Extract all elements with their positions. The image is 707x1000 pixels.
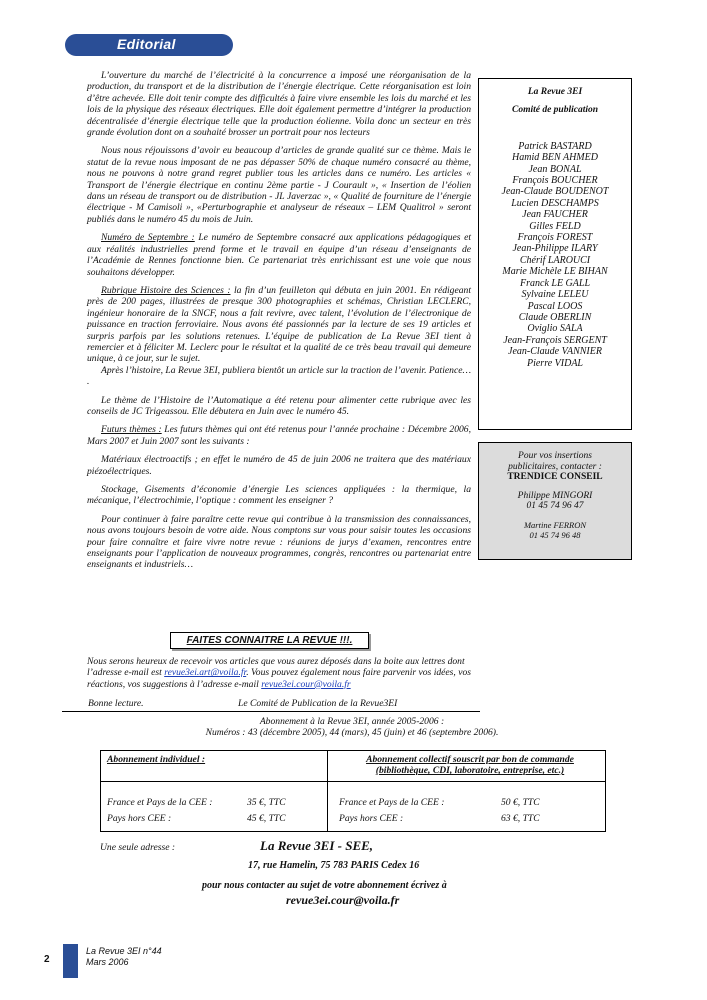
ad-line-1: Pour vos insertions — [518, 451, 592, 461]
row-label: France et Pays de la CEE : — [339, 797, 445, 808]
history-text: la fin d’un feuilleton qui débuta en juin 2001. En rédigeant près de 200 pages, illustrées de presque 300 photographies et schémas, Christian LECLERC, ingénieur honoraire de la SNCF, nous a fait revivre, avec talent, l’évolution de l’électronique de puissance en traction ferroviaire. Nous avons été passionnés par la lecture de ses 19 articles et surpris parfois par les solutions retenues. L’équipe de publication de La Revue 3EI tient à remercier et à féliciter M. Leclerc pour le résultat et la qualité de ce très beau travail qui demeure unique, à ce jour, sur le sujet. — [87, 284, 471, 365]
footer-journal: La Revue 3EI n°44 — [86, 946, 162, 956]
individual-header: Abonnement individuel : — [107, 754, 206, 765]
committee-member: Pierre VIDAL — [526, 357, 583, 369]
footer-date: Mars 2006 — [86, 957, 129, 967]
ad-company: TRENDICE CONSEIL — [507, 472, 603, 482]
paragraph-continuer: Pour continuer à faire paraître cette revue qui contribue à la transmission des connaissances, nous avons toujours besoin de votre aide. Nous comptons sur vous pour saisir toutes les occasions pour faire connaître et faire vivre notre revue : réunions de jurys d’examen, rencontres entre enseignants pour l’application de nouveaux programmes, congrès, rencontres ou partenariat entre enseignants et industriels… — [87, 513, 471, 571]
address-email[interactable]: revue3ei.cour@voila.fr — [286, 893, 400, 907]
paragraph-stockage: Stockage, Gisements d’économie d’énergie Les sciences appliquées : la thermique, la mécanique, l’électrochimie, l’optique : comment les enseigner ? — [87, 484, 471, 507]
ad-contact-1-name: Philippe MINGORI — [517, 490, 593, 501]
committee-member: Oviglio SALA — [527, 323, 583, 335]
signature-row — [62, 698, 480, 712]
editorial-body — [87, 70, 471, 578]
committee-member: Jean-Claude VANNIER — [508, 346, 602, 358]
paragraph-futurs — [87, 424, 471, 447]
bonne-lecture: Bonne lecture. — [88, 698, 144, 709]
committee-member: François FOREST — [517, 232, 593, 244]
closing-text-2: . Vous pouvez également nous faire parvenir vos idées, vos réactions, vos suggestions à l’adresse e-mail — [87, 667, 471, 690]
paragraph-articles: Nous nous réjouissons d’avoir eu beaucoup d’articles de grande qualité sur ce thème. Mais le statut de la revue nous imposant de ne pas dépasser 50% de chaque numéro consacré au thème, nous ne pouvons à notre grand regret publier tous les articles dans ce numéro. Les articles « Transport de l’énergie électrique en continu 2ème partie - J Courault », « Insertion de l’éolien dans un réseau de transport ou de distribution - JL Javerzac », « Qualité de fourniture de l’énergie électrique - M Camisoli », «Perturbographie et analyseur de réseaux – LEM Qualitrol » seront publiés dans le numéro 45 du mois de Juin. — [87, 145, 471, 225]
address-street: 17, rue Hamelin, 75 783 PARIS Cedex 16 — [248, 860, 420, 871]
banner-cap — [65, 34, 95, 56]
september-label: Numéro de Septembre : — [101, 232, 195, 244]
subscription-table — [100, 750, 606, 832]
signature: Le Comité de Publication de la Revue3EI — [238, 698, 398, 709]
committee-member: Jean FAUCHER — [522, 209, 588, 221]
committee-member: Jean-Claude BOUDENOT — [501, 186, 609, 198]
committee-member: Jean-Philippe ILARY — [512, 243, 598, 255]
ad-contact-2-phone: 01 45 74 96 48 — [529, 530, 581, 540]
collective-header-line-2: (bibliothèque, CDI, laboratoire, entreprise, etc.) — [375, 765, 565, 776]
paragraph-patience: Après l’histoire, La Revue 3EI, publiera bientôt un article sur la traction de l’avenir. Patience… . — [87, 364, 471, 388]
row-label: France et Pays de la CEE : — [107, 797, 213, 808]
committee-member: François BOUCHER — [512, 175, 598, 187]
ad-contact-1-phone: 01 45 74 96 47 — [526, 501, 584, 511]
futurs-label: Futurs thèmes : — [101, 424, 162, 436]
committee-member: Sylvaine LELEU — [521, 289, 589, 301]
ad-contact-2-name: Martine FERRON — [523, 519, 587, 530]
closing-text-1: Nous serons heureux de recevoir vos articles que vous aurez déposés dans la boite aux lettres dont l’adresse e-mail est — [87, 656, 465, 679]
collective-header — [339, 754, 601, 776]
committee-box — [478, 78, 632, 430]
page-number: 2 — [44, 954, 50, 965]
footer-info — [86, 946, 162, 968]
committee-member: Lucien DESCHAMPS — [511, 197, 599, 209]
row-individual-price: 35 €, TTC — [247, 797, 286, 808]
subscription-info — [62, 716, 642, 738]
callout-box: FAITES CONNAITRE LA REVUE !!!. — [170, 632, 369, 649]
committee-title: La Revue 3EI — [527, 87, 583, 97]
committee-subtitle: Comité de publication — [511, 105, 599, 116]
paragraph-automatique: Le thème de l’Histoire de l’Automatique a été retenu pour alimenter cette rubrique avec les conseils de JC Trigeassou. Elle débutera en Juin avec le numéro 45. — [87, 394, 471, 417]
committee-member: Chérif LAROUCI — [519, 254, 591, 266]
committee-member: Franck LE GALL — [520, 277, 590, 289]
committee-member: Hamid BEN AHMED — [512, 152, 598, 164]
section-banner — [65, 34, 233, 56]
committee-member: Jean BONAL — [528, 163, 582, 175]
address-intro: Une seule adresse : — [100, 842, 176, 853]
history-label: Rubrique Histoire des Sciences : — [101, 284, 231, 296]
section-title: Editorial — [117, 36, 176, 52]
subscription-line-2: Numéros : 43 (décembre 2005), 44 (mars), 45 (juin) et 46 (septembre 2006). — [205, 727, 499, 738]
advertising-box — [478, 442, 632, 560]
row-label: Pays hors CEE : — [107, 813, 172, 824]
committee-list — [479, 141, 631, 369]
ad-line-2: publicitaires, contacter : — [508, 461, 602, 472]
row-label: Pays hors CEE : — [339, 813, 404, 824]
row-collective-price: 63 €, TTC — [501, 813, 540, 824]
paragraph-intro: L’ouverture du marché de l’électricité à la concurrence a imposé une réorganisation de la production, du transport et de la distribution de l’énergie électrique. Cette réorganisation est loin d’être achevée. Elle doit tenir compte des difficultés à faire vivre ensemble les lois du marché et les lois de la physique des réseaux électriques. Elle doit également permettre d’intégrer la production décentralisée d’énergie électrique telle que la production éolienne. Voila donc un secteur en très grande évolution dont on a souhaité brosser un portrait pour nos lecteurs — [87, 70, 471, 139]
paragraph-history — [87, 285, 471, 365]
committee-member: Jean-François SERGENT — [503, 334, 607, 346]
committee-member: Marie Michèle LE BIHAN — [502, 266, 608, 278]
futurs-text: Les futurs thèmes qui ont été retenus pour l’année prochaine : Décembre 2006, Mars 2007 et Juin 2007 sont les suivants : — [87, 424, 472, 447]
committee-member: Pascal LOOS — [527, 300, 583, 312]
email-link-articles[interactable]: revue3ei.art@voila.fr — [164, 667, 247, 679]
paragraph-september — [87, 232, 471, 278]
closing-paragraph — [87, 656, 471, 690]
september-text: Le numéro de Septembre consacré aux applications pédagogiques et aux réalités industrielles prend forme et le travail en équipe d’un réseau d’enseignants de l’Académie de Rennes fonctionne bien. Ce partenariat très enrichissant est une voie que nous souhaitons développer. — [87, 232, 472, 278]
row-collective-price: 50 €, TTC — [501, 797, 540, 808]
address-contact-text: pour nous contacter au sujet de votre abonnement écrivez à — [202, 880, 447, 891]
committee-member: Patrick BASTARD — [518, 140, 592, 152]
paragraph-materiaux: Matériaux électroactifs ; en effet le numéro de 45 de juin 2006 ne traitera que des matériaux piézoélectriques. — [87, 454, 471, 477]
address-name: La Revue 3EI - SEE, — [260, 838, 374, 853]
subscription-line-1: Abonnement à la Revue 3EI, année 2005-2006 : — [259, 716, 445, 727]
footer-bar — [63, 944, 78, 978]
collective-header-line-1: Abonnement collectif souscrit par bon de commande — [366, 754, 574, 765]
committee-member: Gilles FELD — [529, 220, 581, 232]
committee-member: Claude OBERLIN — [518, 311, 592, 323]
email-link-contact[interactable]: revue3ei.cour@voila.fr — [261, 678, 351, 690]
row-individual-price: 45 €, TTC — [247, 813, 286, 824]
